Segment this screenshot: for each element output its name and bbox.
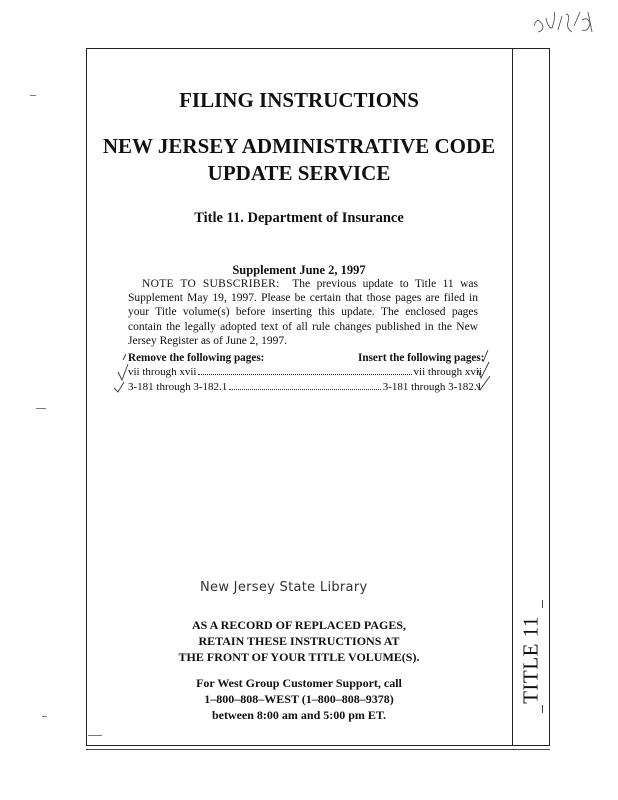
customer-support [86,675,512,723]
scan-speck [88,735,102,736]
note-to-subscriber [128,277,478,348]
supplement-date: Supplement June 2, 1997 [232,263,366,277]
record-line: THE FRONT OF YOUR TITLE VOLUME(S). [178,650,420,664]
record-line: AS A RECORD OF REPLACED PAGES, [191,618,407,632]
library-stamp: New Jersey State Library [200,580,368,595]
support-line: For West Group Customer Support, call [196,676,402,690]
record-instructions [86,617,512,665]
tab-tick-mark [542,600,543,608]
note-label: NOTE TO SUBSCRIBER: [142,278,280,290]
handwritten-date-stamp-icon [528,6,600,40]
tab-tick-mark [542,705,543,713]
insert-pages: vii through xvii [413,366,482,378]
document-title: FILING INSTRUCTIONS [179,88,419,112]
title-tab-label: TITLE 11 [518,616,543,704]
record-line: RETAIN THESE INSTRUCTIONS AT [198,634,400,648]
note-text: The previous update to Title 11 was Supplement May 19, 1997. Please be certain that those pages are filed in your Title volume(s) before inserting this update. The enclosed pages contain the legally adopted text of all rule changes published in the New Jersey Register as of June 2, 1997. [128,278,478,347]
tab-divider-line [512,48,513,746]
remove-header: Remove the following pages: [128,352,265,364]
table-row [128,381,482,393]
dot-leader [229,381,380,390]
table-row [128,366,482,378]
scan-speck [42,716,47,717]
remove-pages: 3-181 through 3-182.1 [128,381,228,393]
checkmark-icon [474,348,494,394]
subtitle-line: NEW JERSEY ADMINISTRATIVE CODE [102,134,496,158]
dot-leader [198,366,411,375]
document-subtitle [86,133,512,187]
page-border-bottom-rule [86,749,550,750]
remove-pages: vii through xvii [128,366,197,378]
subtitle-line: UPDATE SERVICE [207,161,391,185]
insert-pages: 3-181 through 3-182.1 [382,381,482,393]
insert-header: Insert the following pages: [358,352,485,364]
scan-speck [30,95,36,96]
support-line: between 8:00 am and 5:00 pm ET. [211,708,387,722]
checkmark-icon [112,380,126,396]
title-section: Title 11. Department of Insurance [194,210,404,226]
support-line: 1–800–808–WEST (1–800–808–9378) [204,692,394,706]
scan-speck [36,408,46,409]
